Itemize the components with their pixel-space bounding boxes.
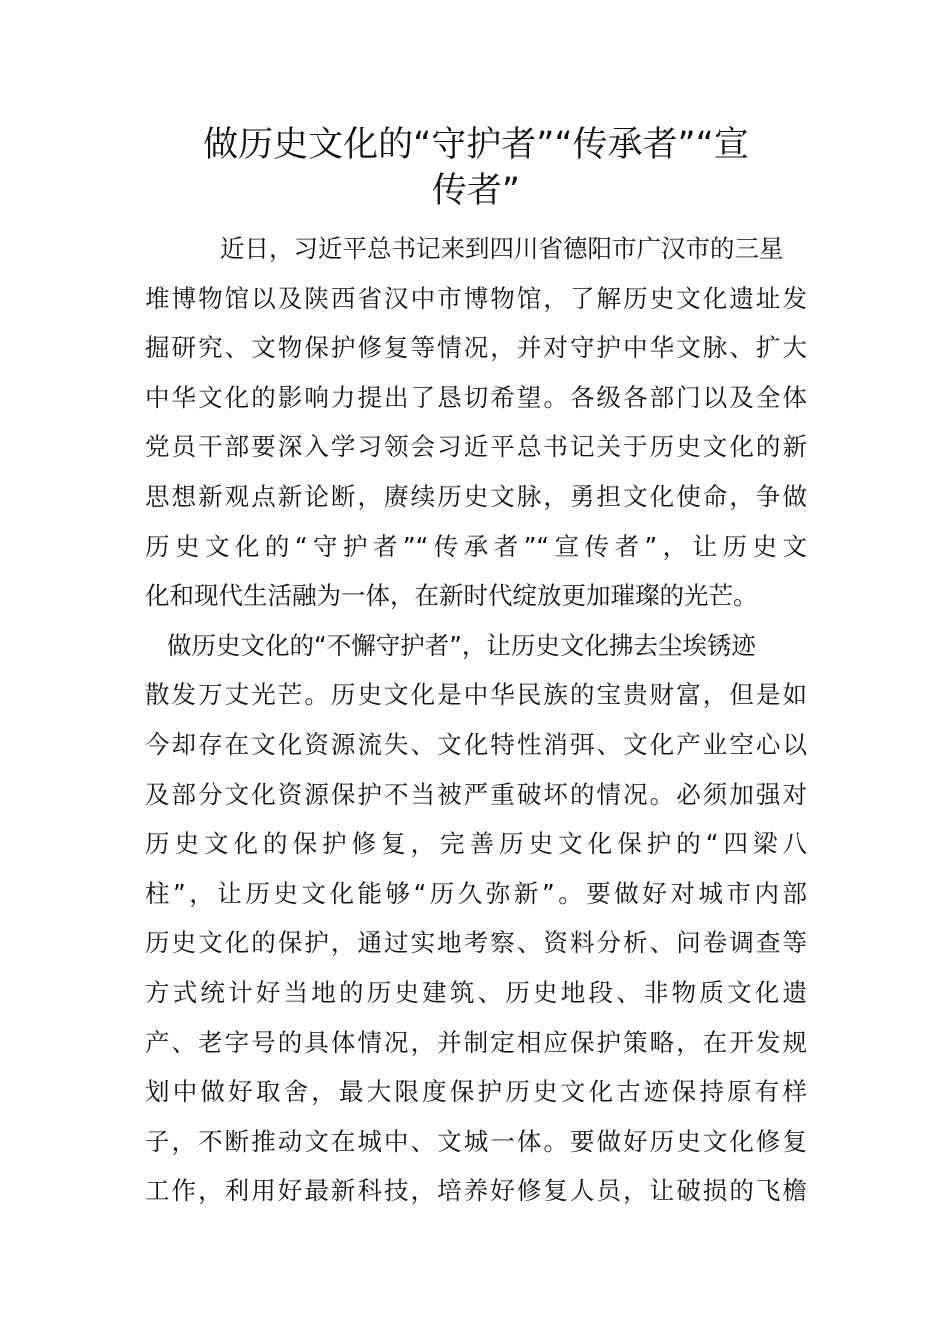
document-body xyxy=(145,224,807,1216)
paragraph-line: 历史文化的“守护者”“传承者”“宣传者”，让历史文 xyxy=(145,531,807,561)
paragraph-line: 散发万丈光芒。历史文化是中华民族的宝贵财富，但是如 xyxy=(145,680,807,710)
paragraph-line: 历史文化的保护，通过实地考察、资料分析、问卷调查等 xyxy=(145,928,807,958)
paragraph-line: 产、老字号的具体情况，并制定相应保护策略，在开发规 xyxy=(145,1027,807,1057)
paragraph-line: 掘研究、文物保护修复等情况，并对守护中华文脉、扩大 xyxy=(145,333,807,363)
paragraph-line: 划中做好取舍，最大限度保护历史文化古迹保持原有样 xyxy=(145,1077,807,1107)
paragraph-line: 柱”，让历史文化能够“历久弥新”。要做好对城市内部 xyxy=(145,878,807,908)
paragraph-line: 历史文化的保护修复，完善历史文化保护的“四梁八 xyxy=(145,829,807,859)
paragraph-line: 思想新观点新论断，赓续历史文脉，勇担文化使命，争做 xyxy=(145,481,807,511)
title-line-1: 做历史文化的“守护者”“传承者”“宣 xyxy=(203,125,749,165)
paragraph-line: 堆博物馆以及陕西省汉中市博物馆，了解历史文化遗址发 xyxy=(145,283,807,313)
paragraph-line: 近日，习近平总书记来到四川省德阳市广汉市的三星 xyxy=(220,234,784,263)
paragraph-line: 化和现代生活融为一体，在新时代绽放更加璀璨的光芒。 xyxy=(145,581,758,611)
paragraph-2 xyxy=(145,621,807,1216)
paragraph-line: 做历史文化的“不懈守护者”，让历史文化拂去尘埃锈迹 xyxy=(167,630,756,660)
paragraph-line: 工作，利用好最新科技，培养好修复人员，让破损的飞檐 xyxy=(145,1176,807,1206)
paragraph-line: 方式统计好当地的历史建筑、历史地段、非物质文化遗 xyxy=(145,977,807,1007)
title-line-2: 传者” xyxy=(431,171,521,211)
paragraph-line: 中华文化的影响力提出了恳切希望。各级各部门以及全体 xyxy=(145,382,807,412)
paragraph-line: 党员干部要深入学习领会习近平总书记关于历史文化的新 xyxy=(145,432,807,462)
paragraph-1 xyxy=(145,224,807,621)
paragraph-line: 及部分文化资源保护不当被严重破坏的情况。必须加强对 xyxy=(145,779,807,809)
paragraph-line: 子，不断推动文在城中、文城一体。要做好历史文化修复 xyxy=(145,1126,807,1156)
document-title xyxy=(145,122,807,214)
paragraph-line: 今却存在文化资源流失、文化特性消弭、文化产业空心以 xyxy=(145,729,807,759)
